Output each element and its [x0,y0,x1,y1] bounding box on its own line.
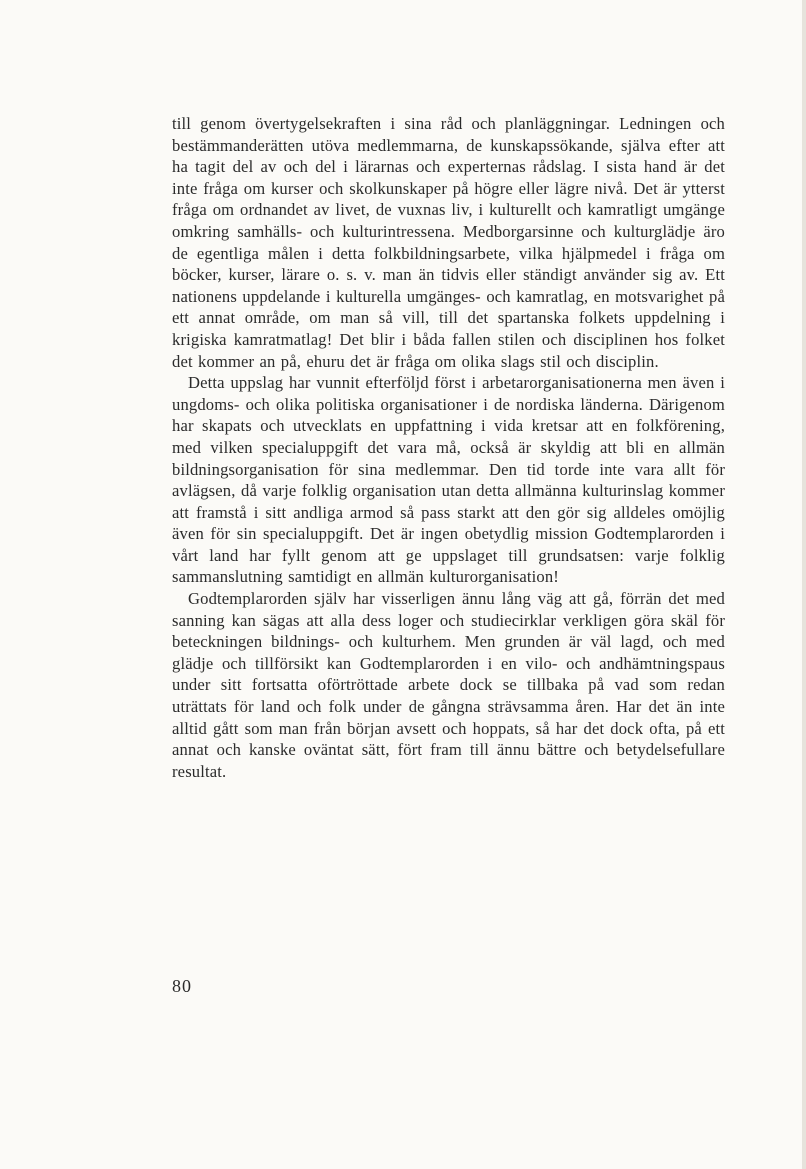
page-number: 80 [172,976,192,996]
body-text [172,113,725,782]
page-edge-shadow [802,0,806,1169]
paragraph-3: Godtemplarorden själv har visserligen ännu lång väg att gå, förrän det med sanning kan sägas att alla dess loger och studiecirklar verkligen göra skäl för beteckningen bildnings- och kulturhem. Men grunden är väl lagd, och med glädje och tillförsikt kan Godtemplarorden i en vilo- och andhämtningspaus under sitt fortsatta oförtröttade arbete dock se tillbaka på vad som redan uträttats för land och folk under de gångna strävsamma åren. Har det än inte alltid gått som man från början avsett och hoppats, så har det dock ofta, på ett annat och kanske oväntat sätt, fört fram till ännu bättre och betydelsefullare resultat. [172,589,725,781]
paragraph-1: till genom övertygelsekraften i sina råd och planläggningar. Ledningen och bestämmanderätten utöva medlemmarna, de kunskapssökande, själva efter att ha tagit del av och del i lärarnas och experternas rådslag. I sista hand är det inte fråga om kurser och skolkunskaper på högre eller lägre nivå. Det är ytterst fråga om ordnandet av livet, de vuxnas liv, i kulturellt och kamratligt umgänge omkring samhälls- och kulturintressena. Medborgarsinne och kulturglädje äro de egentliga målen i detta folkbildningsarbete, vilka hjälpmedel i fråga om böcker, kurser, lärare o. s. v. man än tidvis eller ständigt använder sig av. Ett nationens uppdelande i kulturella umgänges- och kamratlag, en motsvarighet på ett annat område, om man så vill, till det spartanska folkets uppdelning i krigiska kamratmatlag! Det blir i båda fallen stilen och disciplinen hos folket det kommer an på, ehuru det är fråga om olika slags stil och disciplin. [172,114,725,371]
paragraph-2: Detta uppslag har vunnit efterföljd först i arbetarorganisationerna men även i ungdoms- och olika politiska organisationer i de nordiska länderna. Därigenom har skapats och utvecklats en uppfattning i vida kretsar att en folkförening, med vilken specialuppgift det vara må, också är skyldig att bli en allmän bildningsorganisation för sina medlemmar. Den tid torde inte vara allt för avlägsen, då varje folklig organisation utan detta allmänna kulturinslag kommer att framstå i sitt andliga armod så pass starkt att den gör sig alldeles omöjlig även för sin specialuppgift. Det är ingen obetydlig mission Godtemplarorden i vårt land har fyllt genom att ge uppslaget till grundsatsen: varje folklig sammanslutning samtidigt en allmän kulturorganisation! [172,373,725,587]
